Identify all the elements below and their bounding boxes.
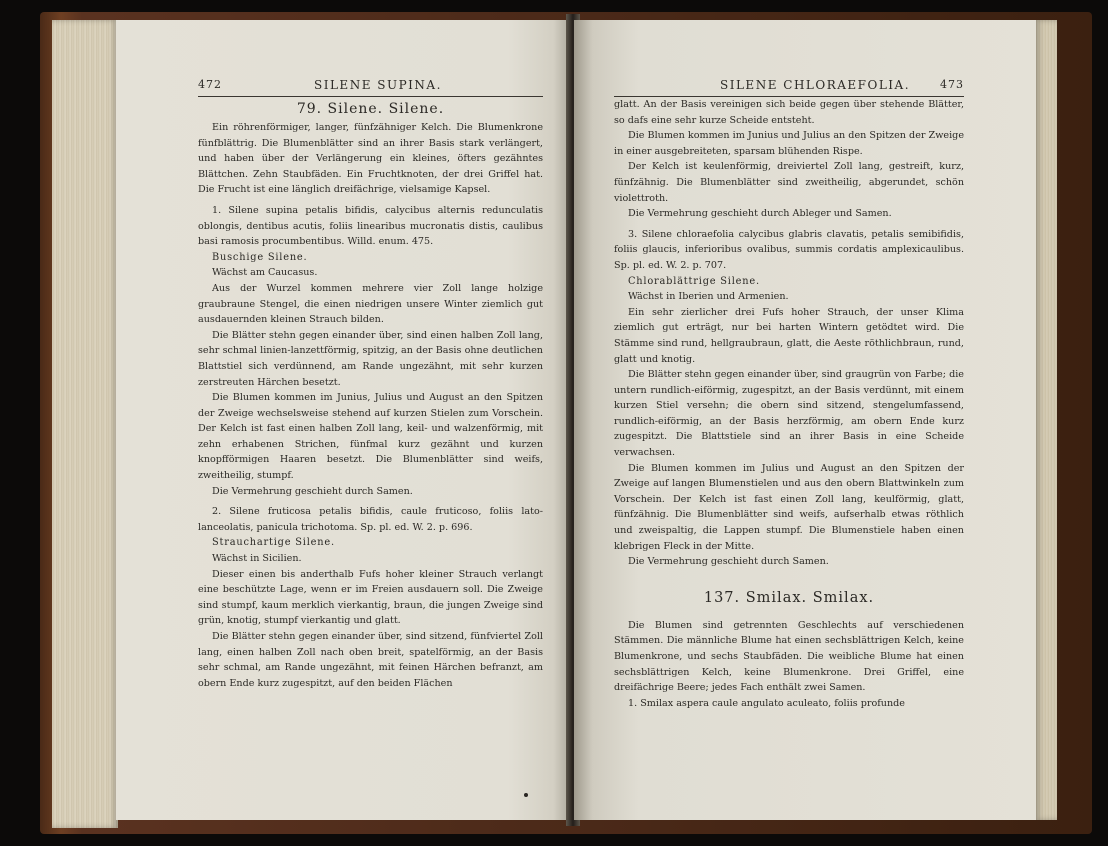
- section-title: 79. Silene. Silene.: [296, 101, 445, 117]
- paragraph: Die Blumen kommen im Junius und Julius an den Spitzen der Zweige in einer ausgebreiteten, sparsam blühenden Rispe.: [614, 130, 964, 157]
- paragraph: Dieser einen bis anderthalb Fufs hoher kleiner Strauch verlangt eine beschützte Lage, wenn er im Freien ausdauern soll. Die Zweige sind stumpf, kaum merklich vierkantig, braun, die jungen Zweige sind grün, knotig, stumpf vierkantig und glatt.: [198, 568, 543, 627]
- paragraph: 1. Silene supina petalis bifidis, calycibus alternis redunculatis oblongis, dentibus acutis, foliis linearibus mucronatis distis, caulibus basi ramosis procumbentibus. Willd. enum. 475.: [198, 204, 543, 248]
- paragraph: Die Blumen sind getrennten Geschlechts auf verschiedenen Stämmen. Die männliche Blume hat einen sechsblättrigen Kelch, keine Blumenkrone, und sechs Staubfäden. Die weibliche Blume hat einen sechsblättrigen Kelch, keine Blumenkrone. Drei Griffel, eine dreifächrige Beere; jedes Fach enthält zwei Samen.: [614, 619, 964, 694]
- left-page: [116, 20, 572, 820]
- page-edges-right: [1035, 20, 1057, 820]
- section-title: 137. Smilax. Smilax.: [703, 589, 875, 606]
- paragraph: Die Vermehrung geschieht durch Samen.: [628, 556, 829, 568]
- page-number: 472: [198, 78, 222, 91]
- paragraph: Ein sehr zierlicher drei Fufs hoher Strauch, der unser Klima ziemlich gut erträgt, nur bei harten Wintern getödtet wird. Die Stämme sind rund, hellgraubraun, glatt, die Aeste röthlichbraun, rund, glatt und knotig.: [614, 306, 964, 365]
- paragraph: Die Blätter stehn gegen einander über, sind graugrün von Farbe; die untern rundlich-eiförmig, zugespitzt, an der Basis verdünnt, mit einem kurzen Stiel versehn; die obern sind sitzend, stengelumfassend, rundlich-eiförmig, an der Basis herzförmig, am obern Ende kurz zugespitzt. Die Blattstiele sind an ihrer Basis in eine Scheide verwachsen.: [614, 369, 964, 459]
- paragraph: Die Vermehrung geschieht durch Ableger und Samen.: [628, 208, 892, 220]
- paragraph: 1. Smilax aspera caule angulato aculeato, foliis profunde: [628, 697, 905, 709]
- paragraph: Die Vermehrung geschieht durch Samen.: [212, 485, 413, 497]
- page-number: 473: [940, 78, 964, 91]
- paragraph: Wächst in Sicilien.: [212, 553, 302, 565]
- paragraph: Wächst am Caucasus.: [212, 267, 318, 279]
- right-text-column: [614, 74, 964, 711]
- paragraph: glatt. An der Basis vereinigen sich beide gegen über stehende Blätter, so dafs eine sehr kurze Scheide entsteht.: [614, 99, 964, 126]
- running-head: [198, 74, 543, 97]
- paragraph: Ein röhrenförmiger, langer, fünfzähniger Kelch. Die Blumenkrone fünfblättrig. Die Blumenblätter sind an ihrer Basis stark verlängert, und haben über der Verlängerung ein kleines, öfters gezähntes Blättchen. Zehn Staubfäden. Ein Fruchtknoten, der drei Griffel hat. Die Frucht ist eine länglich dreifächrige, vielsamige Kapsel.: [198, 122, 543, 196]
- paragraph: Wächst in Iberien und Armenien.: [628, 291, 789, 303]
- left-text-column: [198, 74, 543, 691]
- paragraph: Aus der Wurzel kommen mehrere vier Zoll lange holzige graubraune Stengel, die einen niedrigen unsere Winter ziemlich gut ausdauernden kleinen Strauch bilden.: [198, 282, 543, 326]
- species-common-name: Buschige Silene.: [212, 251, 308, 263]
- running-head: [614, 74, 964, 97]
- page-edges-left: [52, 20, 118, 828]
- species-common-name: Chlorablättrige Silene.: [628, 275, 760, 287]
- paragraph: Die Blätter stehn gegen einander über, sind sitzend, fünfviertel Zoll lang, einen halben Zoll nach oben breit, spatelförmig, an der Basis sehr schmal, am Rande ungezähnt, mit feinen Härchen befranzt, am obern Ende kurz zugespitzt, auf den beiden Flächen: [198, 631, 543, 689]
- paragraph: Die Blätter stehn gegen einander über, sind einen halben Zoll lang, sehr schmal linien-lanzettförmig, spitzig, an der Basis ohne deutlichen Blattstiel sich verdünnend, am Rande ungezähnt, mit sehr kurzen zerstreuten Härchen besetzt.: [198, 329, 543, 388]
- paragraph: Die Blumen kommen im Julius und August an den Spitzen der Zweige auf langen Blumenstielen und aus den obern Blattwinkeln zum Vorschein. Der Kelch ist fast einen Zoll lang, keulförmig, glatt, fünfzähnig. Die Blumenblätter sind weifs, aufserhalb etwas röthlich und zweispaltig, die Lappen stumpf. Die Blumenstiele haben einen klebrigen Fleck in der Mitte.: [614, 462, 964, 552]
- species-common-name: Strauchartige Silene.: [212, 537, 335, 549]
- running-head-title: SILENE SUPINA.: [314, 78, 442, 92]
- right-page: [574, 20, 1036, 820]
- paragraph: 3. Silene chloraefolia calycibus glabris clavatis, petalis semibifidis, foliis glaucis, inferioribus ovalibus, summis cordatis amplexicaulibus. Sp. pl. ed. W. 2. p. 707.: [614, 228, 964, 271]
- print-mark: [524, 793, 528, 797]
- running-head-title: SILENE CHLORAEFOLIA.: [720, 78, 911, 92]
- paragraph: Der Kelch ist keulenförmig, dreiviertel Zoll lang, gestreift, kurz, fünfzähnig. Die Blumenblätter sind zweitheilig, abgerundet, schön violettroth.: [614, 161, 964, 204]
- paragraph: 2. Silene fruticosa petalis bifidis, caule fruticoso, foliis lato-lanceolatis, panicula trichotoma. Sp. pl. ed. W. 2. p. 696.: [198, 506, 543, 533]
- paragraph: Die Blumen kommen im Junius, Julius und August an den Spitzen der Zweige wechselsweise stehend auf kurzen Stielen zum Vorschein. Der Kelch ist fast einen halben Zoll lang, keil- und walzenförmig, mit zehn erhabenen Strichen, fünfmal kurz gezähnt und kurzen knopfförmigen Haaren besetzt. Die Blumenblätter sind weifs, zweitheilig, stumpf.: [198, 392, 543, 482]
